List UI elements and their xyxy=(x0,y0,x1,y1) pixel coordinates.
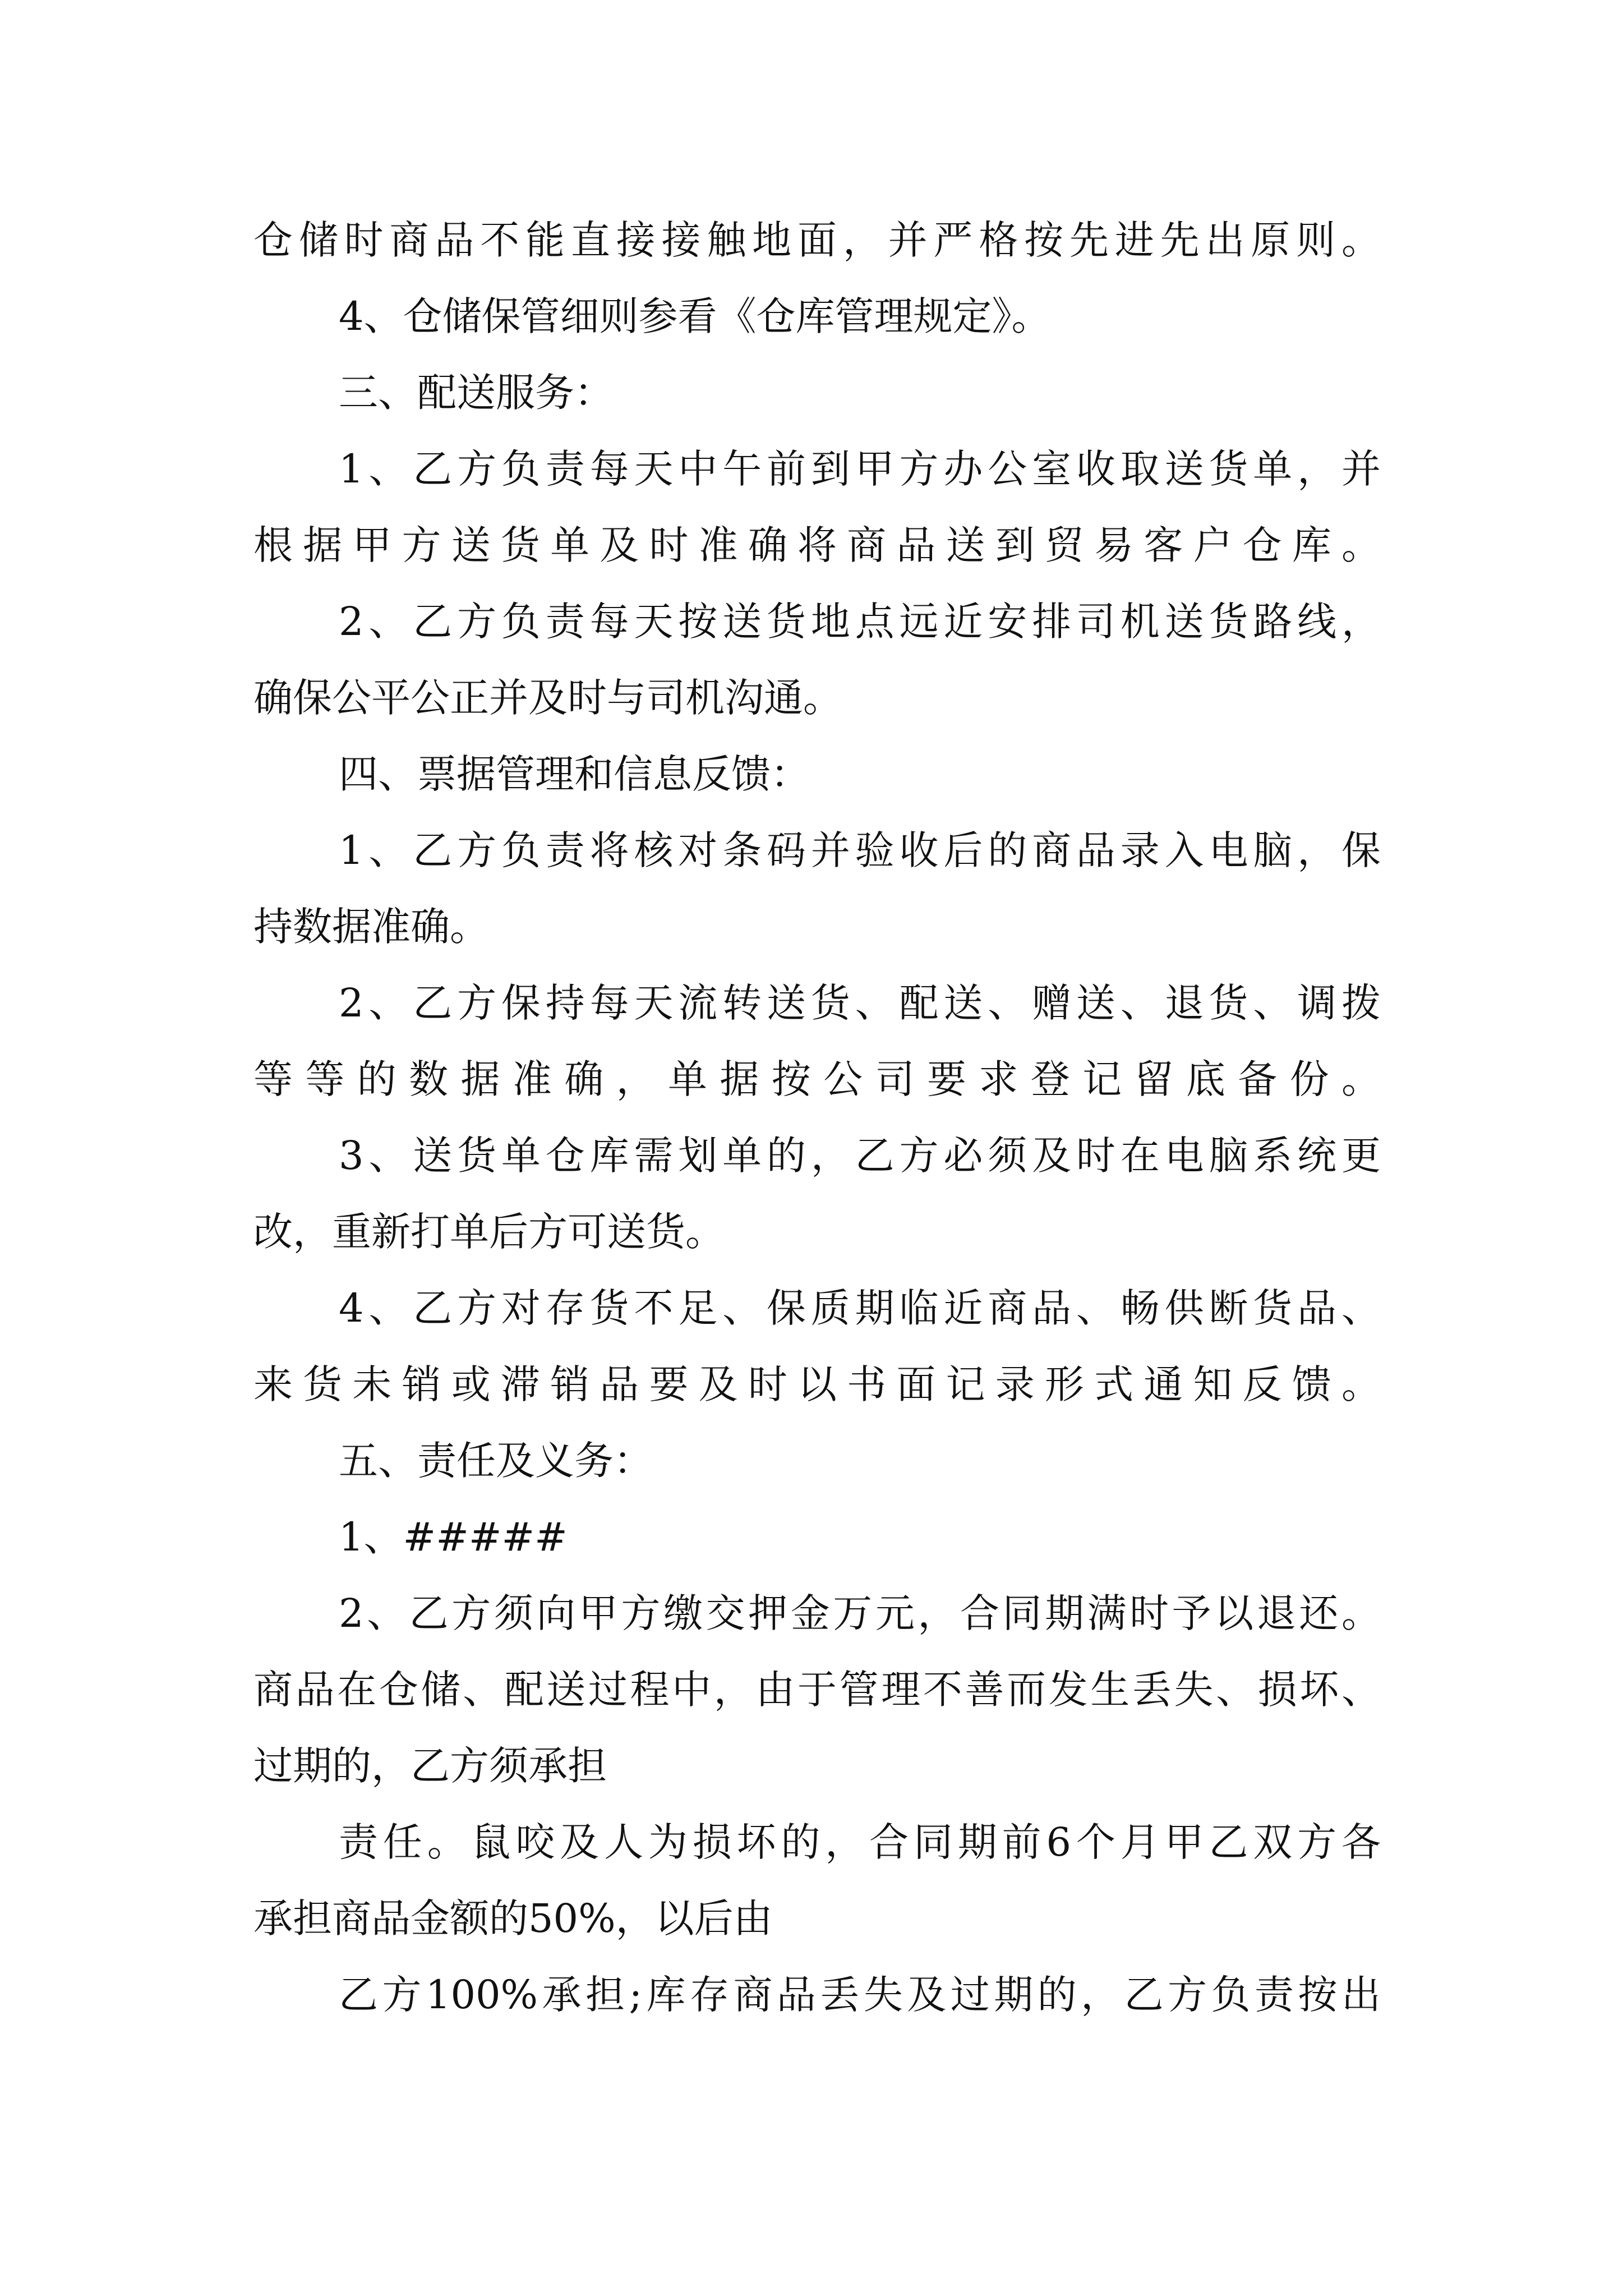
text-line-22: 责任。鼠咬及人为损坏的，合同期前6个月甲乙双方各 xyxy=(339,1819,1381,1865)
text-line-6: 2、乙方负责每天按送货地点远近安排司机送货路线， xyxy=(339,599,1381,645)
text-line-10: 持数据准确。 xyxy=(253,904,489,950)
text-line-13: 3、送货单仓库需划单的，乙方必须及时在电脑系统更 xyxy=(339,1133,1381,1179)
text-line-1: 仓储时商品不能直接接触地面，并严格按先进先出原则。 xyxy=(253,217,1381,263)
text-line-14: 改，重新打单后方可送货。 xyxy=(253,1209,725,1255)
text-line-23: 承担商品金额的50%，以后由 xyxy=(253,1895,773,1941)
text-line-21: 过期的，乙方须承担 xyxy=(253,1743,607,1789)
section-heading-5: 五、责任及义务： xyxy=(339,1438,653,1484)
text-line-5: 根据甲方送货单及时准确将商品送到贸易客户仓库。 xyxy=(253,522,1381,568)
text-line-18: 1、##### xyxy=(339,1514,568,1560)
text-line-4: 1、乙方负责每天中午前到甲方办公室收取送货单，并 xyxy=(339,446,1381,492)
text-line-2: 4、仓储保管细则参看《仓库管理规定》。 xyxy=(339,293,1051,339)
section-heading-4: 四、票据管理和信息反馈： xyxy=(339,751,810,797)
text-line-20: 商品在仓储、配送过程中，由于管理不善而发生丢失、损坏、 xyxy=(253,1667,1381,1713)
section-heading-3: 三、配送服务： xyxy=(339,370,614,416)
text-line-11: 2、乙方保持每天流转送货、配送、赠送、退货、调拨 xyxy=(339,980,1381,1026)
text-line-12: 等等的数据准确，单据按公司要求登记留底备份。 xyxy=(253,1056,1381,1102)
text-line-16: 来货未销或滞销品要及时以书面记录形式通知反馈。 xyxy=(253,1361,1381,1407)
text-line-19: 2、乙方须向甲方缴交押金万元，合同期满时予以退还。 xyxy=(339,1590,1381,1636)
text-line-9: 1、乙方负责将核对条码并验收后的商品录入电脑，保 xyxy=(339,827,1381,873)
text-line-24: 乙方100%承担;库存商品丢失及过期的，乙方负责按出 xyxy=(339,1972,1381,2018)
text-line-7: 确保公平公正并及时与司机沟通。 xyxy=(253,675,842,721)
text-line-15: 4、乙方对存货不足、保质期临近商品、畅供断货品、 xyxy=(339,1285,1381,1331)
